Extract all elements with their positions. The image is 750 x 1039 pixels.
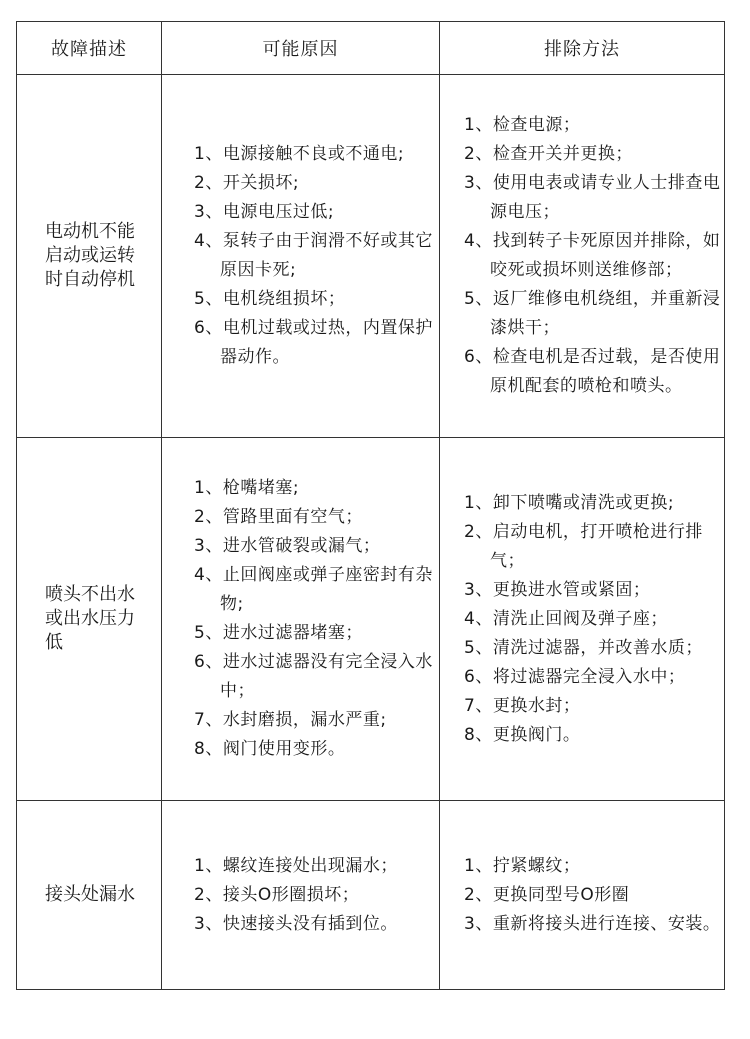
list-item: 6、电机过载或过热，内置保护器动作。	[194, 318, 433, 367]
cause-list	[162, 140, 439, 372]
cause-cell	[162, 801, 440, 990]
table-row	[17, 75, 725, 438]
cause-cell	[162, 438, 440, 801]
list-item: 1、卸下喷嘴或清洗或更换;	[464, 492, 675, 513]
list-item: 6、将过滤器完全浸入水中；	[464, 666, 686, 687]
list-item: 2、更换同型号O形圈	[464, 884, 630, 905]
list-item: 3、使用电表或请专业人士排查电源电压；	[464, 173, 721, 222]
cause-cell	[162, 75, 440, 438]
solution-cell	[440, 438, 725, 801]
list-item: 3、重新将接头进行连接、安装。	[464, 913, 721, 934]
header-fault-description: 故障描述	[17, 22, 162, 75]
fault-cell	[17, 438, 162, 801]
header-possible-cause: 可能原因	[162, 22, 440, 75]
list-item: 2、检查开关并更换；	[464, 144, 633, 164]
list-item: 4、止回阀座或弹子座密封有杂物;	[194, 565, 433, 614]
solution-list	[440, 489, 724, 750]
list-item: 2、开关损坏;	[194, 173, 300, 193]
cause-list	[162, 474, 439, 764]
list-item: 2、接头O形圈损坏；	[194, 884, 360, 905]
fault-text: 喷头不出水或出水压力低	[45, 584, 135, 653]
list-item: 8、阀门使用变形。	[194, 739, 346, 759]
table-row	[17, 438, 725, 801]
list-item: 6、检查电机是否过载，是否使用原机配套的喷枪和喷头。	[464, 347, 721, 396]
solution-cell	[440, 75, 725, 438]
fault-text: 电动机不能启动或运转时自动停机	[45, 221, 135, 290]
list-item: 1、电源接触不良或不通电;	[194, 144, 405, 164]
list-item: 5、返厂维修电机绕组，并重新浸漆烘干；	[464, 289, 721, 338]
troubleshooting-table	[16, 21, 725, 990]
list-item: 2、启动电机，打开喷枪进行排气；	[464, 521, 703, 571]
list-item: 6、进水过滤器没有完全浸入水中；	[194, 652, 433, 701]
list-item: 3、进水管破裂或漏气；	[194, 536, 381, 556]
list-item: 1、枪嘴堵塞;	[194, 478, 300, 498]
solution-cell	[440, 801, 725, 990]
list-item: 3、更换进水管或紧固；	[464, 579, 651, 600]
fault-cell	[17, 75, 162, 438]
fault-cell	[17, 801, 162, 990]
list-item: 5、清洗过滤器，并改善水质；	[464, 637, 703, 658]
list-item: 8、更换阀门。	[464, 724, 581, 745]
header-row	[17, 22, 725, 75]
list-item: 2、管路里面有空气；	[194, 507, 363, 527]
list-item: 1、螺纹连接处出现漏水；	[194, 855, 398, 876]
header-solution: 排除方法	[440, 22, 725, 75]
list-item: 3、电源电压过低;	[194, 202, 335, 222]
list-item: 7、更换水封；	[464, 695, 581, 716]
table-row	[17, 801, 725, 990]
list-item: 4、泵转子由于润滑不好或其它原因卡死;	[194, 231, 433, 280]
fault-text: 接头处漏水	[45, 884, 135, 905]
solution-list	[440, 111, 724, 401]
list-item: 5、电机绕组损坏；	[194, 289, 346, 309]
cause-list	[162, 852, 439, 939]
list-item: 4、找到转子卡死原因并排除，如咬死或损坏则送维修部；	[464, 231, 721, 280]
list-item: 4、清洗止回阀及弹子座；	[464, 608, 668, 629]
list-item: 3、快速接头没有插到位。	[194, 913, 398, 934]
list-item: 1、检查电源；	[464, 115, 581, 135]
list-item: 1、拧紧螺纹；	[464, 855, 581, 876]
list-item: 7、水封磨损，漏水严重;	[194, 710, 387, 730]
solution-list	[440, 852, 724, 939]
list-item: 5、进水过滤器堵塞；	[194, 623, 363, 643]
